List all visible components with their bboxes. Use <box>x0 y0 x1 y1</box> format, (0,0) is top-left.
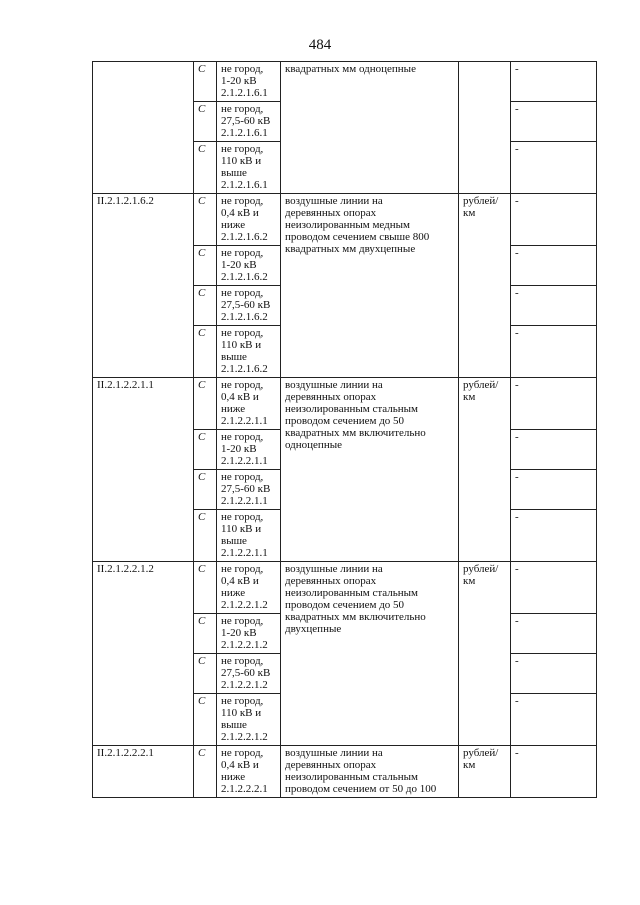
value-cell: - <box>511 286 597 326</box>
tariff-table <box>92 61 597 798</box>
category-letter: С <box>194 194 217 246</box>
value-cell: - <box>511 102 597 142</box>
category-cell: не город, 27,5-60 кВ 2.1.2.1.6.1 <box>217 102 281 142</box>
description-cell: квадратных мм одноцепные <box>281 62 459 194</box>
category-letter: С <box>194 326 217 378</box>
description-cell: воздушные линии на деревянных опорах неизолированным стальным проводом сечением до 50 квадратных мм включительно двухцепные <box>281 562 459 746</box>
value-cell: - <box>511 194 597 246</box>
category-cell: не город, 110 кВ и выше 2.1.2.1.6.1 <box>217 142 281 194</box>
value-cell: - <box>511 142 597 194</box>
category-letter: С <box>194 286 217 326</box>
table-row <box>93 746 597 798</box>
category-letter: С <box>194 694 217 746</box>
row-code: II.2.1.2.2.1.2 <box>93 562 194 746</box>
unit-cell: рублей/ км <box>459 378 511 562</box>
table-row <box>93 562 597 614</box>
category-cell: не город, 27,5-60 кВ 2.1.2.2.1.2 <box>217 654 281 694</box>
value-cell: - <box>511 614 597 654</box>
category-cell: не город, 0,4 кВ и ниже 2.1.2.2.2.1 <box>217 746 281 798</box>
category-letter: С <box>194 562 217 614</box>
value-cell: - <box>511 430 597 470</box>
category-cell: не город, 110 кВ и выше 2.1.2.2.1.1 <box>217 510 281 562</box>
category-letter: С <box>194 142 217 194</box>
category-letter: С <box>194 654 217 694</box>
row-code: II.2.1.2.1.6.2 <box>93 194 194 378</box>
table-body <box>93 62 597 798</box>
category-cell: не город, 27,5-60 кВ 2.1.2.2.1.1 <box>217 470 281 510</box>
category-cell: не город, 0,4 кВ и ниже 2.1.2.1.6.2 <box>217 194 281 246</box>
value-cell: - <box>511 562 597 614</box>
value-cell: - <box>511 470 597 510</box>
category-letter: С <box>194 614 217 654</box>
value-cell: - <box>511 378 597 430</box>
row-code: II.2.1.2.2.2.1 <box>93 746 194 798</box>
value-cell: - <box>511 694 597 746</box>
table-row <box>93 194 597 246</box>
unit-cell: рублей/ км <box>459 194 511 378</box>
category-cell: не город, 1-20 кВ 2.1.2.1.6.1 <box>217 62 281 102</box>
category-cell: не город, 110 кВ и выше 2.1.2.1.6.2 <box>217 326 281 378</box>
description-cell: воздушные линии на деревянных опорах неизолированным стальным проводом сечением от 50 до 100 <box>281 746 459 798</box>
category-letter: С <box>194 62 217 102</box>
category-letter: С <box>194 378 217 430</box>
value-cell: - <box>511 246 597 286</box>
unit-cell <box>459 62 511 194</box>
category-cell: не город, 27,5-60 кВ 2.1.2.1.6.2 <box>217 286 281 326</box>
category-cell: не город, 0,4 кВ и ниже 2.1.2.2.1.1 <box>217 378 281 430</box>
category-letter: С <box>194 746 217 798</box>
category-cell: не город, 1-20 кВ 2.1.2.1.6.2 <box>217 246 281 286</box>
unit-cell: рублей/ км <box>459 746 511 798</box>
table-row <box>93 62 597 102</box>
category-cell: не город, 110 кВ и выше 2.1.2.2.1.2 <box>217 694 281 746</box>
value-cell: - <box>511 654 597 694</box>
page-number: 484 <box>308 37 332 53</box>
row-code: II.2.1.2.2.1.1 <box>93 378 194 562</box>
category-letter: С <box>194 510 217 562</box>
value-cell: - <box>511 62 597 102</box>
value-cell: - <box>511 510 597 562</box>
category-letter: С <box>194 246 217 286</box>
unit-cell: рублей/ км <box>459 562 511 746</box>
description-cell: воздушные линии на деревянных опорах неизолированным медным проводом сечением свыше 800 квадратных мм двухцепные <box>281 194 459 378</box>
category-cell: не город, 1-20 кВ 2.1.2.2.1.2 <box>217 614 281 654</box>
table-row <box>93 378 597 430</box>
row-code <box>93 62 194 194</box>
description-cell: воздушные линии на деревянных опорах неизолированным стальным проводом сечением до 50 квадратных мм включительно одноцепные <box>281 378 459 562</box>
category-cell: не город, 1-20 кВ 2.1.2.2.1.1 <box>217 430 281 470</box>
value-cell: - <box>511 326 597 378</box>
category-letter: С <box>194 430 217 470</box>
category-letter: С <box>194 470 217 510</box>
value-cell: - <box>511 746 597 798</box>
category-letter: С <box>194 102 217 142</box>
category-cell: не город, 0,4 кВ и ниже 2.1.2.2.1.2 <box>217 562 281 614</box>
